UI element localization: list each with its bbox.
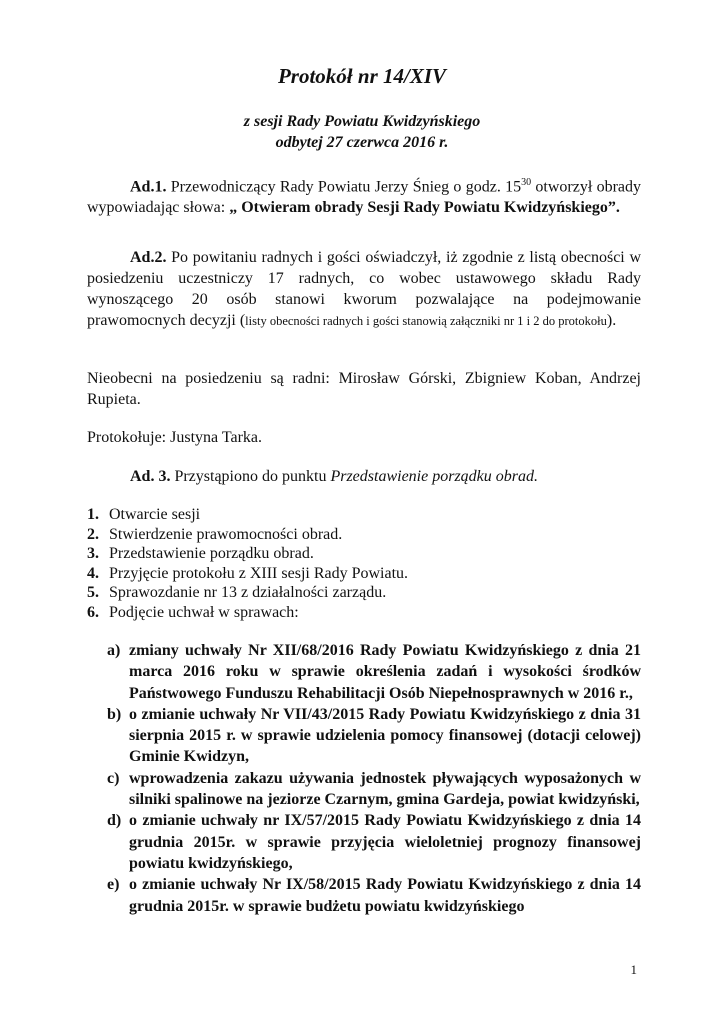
ad3-italic: Przedstawienie porządku obrad.: [330, 468, 538, 485]
resolution-letter: c): [107, 769, 120, 787]
list-item: [87, 544, 641, 564]
agenda-num: 2.: [87, 525, 99, 543]
ad2-paragraph: [87, 247, 641, 332]
ad2-text: Po powitaniu radnych i gości oświadczył, iż zgodnie z listą obecności w posiedzeniu uczestniczy 17 radnych, co wobec ustawowego składu Rady wynoszącego 20 osób stanowi kworum pozwalające na podejmowanie prawomocnych decyzji (: [87, 249, 641, 329]
ad1-text-b: otworzył obrady wypowiadając słowa:: [87, 178, 642, 217]
resolution-letter: b): [107, 705, 122, 723]
ad1-label: Ad.1.: [130, 178, 167, 196]
agenda-num: 5.: [87, 584, 99, 601]
resolution-text: o zmianie uchwały Nr VII/43/2015 Rady Powiatu Kwidzyńskiego z dnia 31 sierpnia 2015 r. w sprawie udzielenia pomocy finansowej (dotacji celowej) Gminie Kwidzyn,: [129, 705, 641, 766]
agenda-text: Przyjęcie protokołu z XIII sesji Rady Powiatu.: [109, 564, 409, 582]
page-title: Protokół nr 14/XIV: [277, 64, 447, 88]
recorder-paragraph: Protokołuje: Justyna Tarka.: [87, 429, 263, 446]
agenda-num: 3.: [87, 545, 99, 562]
list-item: [107, 640, 641, 704]
ad3-paragraph: [87, 466, 641, 487]
resolution-letter: a): [107, 642, 121, 659]
agenda-text: Otwarcie sesji: [109, 506, 201, 523]
ad3-text: Przystąpiono do punktu: [170, 468, 331, 485]
list-item: [87, 583, 641, 603]
resolution-letter: d): [107, 812, 122, 830]
agenda-num: 1.: [87, 506, 99, 523]
list-item: [87, 505, 641, 525]
absent-paragraph: Nieobecni na posiedzeniu są radni: Mirosław Górski, Zbigniew Koban, Andrzej Rupieta.: [87, 370, 641, 408]
ad2-end: ).: [606, 312, 617, 329]
resolution-list: [107, 640, 641, 917]
agenda-list: [87, 505, 641, 622]
list-item: [107, 704, 641, 768]
resolution-text: zmiany uchwały Nr XII/68/2016 Rady Powiatu Kwidzyńskiego z dnia 21 marca 2016 roku w sprawie określenia zadań i wysokości środków Państwowego Funduszu Rehabilitacji Osób Niepełnosprawnych w 2016 r.,: [129, 642, 641, 702]
list-item: [87, 525, 641, 545]
list-item: [107, 810, 641, 874]
list-item: [107, 768, 641, 811]
resolution-text: o zmianie uchwały nr IX/57/2015 Rady Powiatu Kwidzyńskiego z dnia 14 grudnia 2015r. w sprawie przyjęcia wieloletniej prognozy finansowej powiatu kwidzyńskiego,: [129, 812, 641, 872]
ad3-label: Ad. 3.: [130, 468, 171, 485]
ad1-paragraph: [87, 172, 641, 218]
ad1-time-sup: 30: [521, 177, 532, 188]
agenda-num: 6.: [87, 603, 99, 621]
agenda-text: Sprawozdanie nr 13 z działalności zarządu.: [109, 584, 387, 601]
list-item: [87, 603, 641, 623]
resolution-letter: e): [107, 876, 120, 894]
subtitle-line-1: z sesji Rady Powiatu Kwidzyńskiego: [243, 113, 481, 130]
ad1-quote: „ Otwieram obrady Sesji Rady Powiatu Kwidzyńskiego”.: [229, 199, 620, 217]
agenda-num: 4.: [87, 564, 99, 582]
list-item: [107, 874, 641, 917]
resolution-text: wprowadzenia zakazu używania jednostek pływających wyposażonych w silniki spalinowe na jeziorze Czarnym, gmina Gardeja, powiat kwidzyński,: [129, 769, 641, 809]
agenda-text: Podjęcie uchwał w sprawach:: [109, 603, 299, 621]
page-number: 1: [630, 962, 637, 977]
subtitle-line-2: odbytej 27 czerwca 2016 r.: [275, 134, 449, 151]
ad1-text-a: Przewodniczący Rady Powiatu Jerzy Śnieg o godz. 15: [166, 178, 522, 196]
ad2-small-note: listy obecności radnych i gości stanowią załączniki nr 1 i 2 do protokołu: [245, 314, 607, 328]
resolution-text: o zmianie uchwały Nr IX/58/2015 Rady Powiatu Kwidzyńskiego z dnia 14 grudnia 2015r. w sprawie budżetu powiatu kwidzyńskiego: [129, 876, 641, 915]
list-item: [87, 564, 641, 584]
agenda-text: Przedstawienie porządku obrad.: [109, 545, 314, 562]
ad2-label: Ad.2.: [130, 249, 167, 266]
agenda-text: Stwierdzenie prawomocności obrad.: [109, 525, 343, 543]
